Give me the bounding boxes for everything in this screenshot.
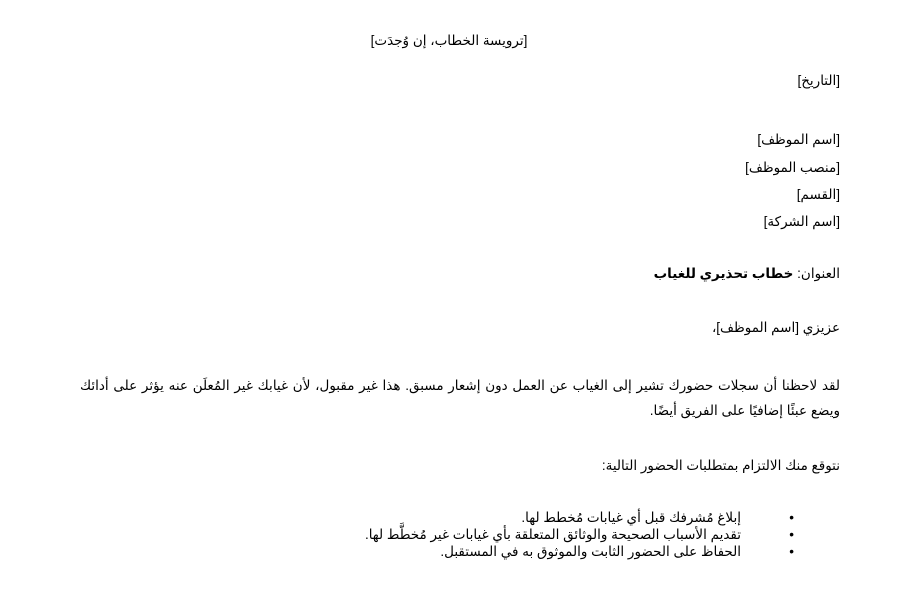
subject-value: خطاب تحذيري للغياب	[653, 266, 794, 281]
recipient-company: [اسم الشركة]	[763, 214, 840, 229]
recipient-name: [اسم الموظف]	[757, 132, 840, 147]
requirement-text: إبلاغ مُشرفك قبل أي غيابات مُخطط لها.	[521, 510, 741, 525]
letterhead-placeholder: [ترويسة الخطاب، إن وُجدَت]	[370, 33, 528, 48]
requirement-text: الحفاظ على الحضور الثابت والموثوق به في المستقبل.	[440, 544, 741, 559]
subject-label: العنوان:	[797, 266, 840, 281]
recipient-position: [منصب الموظف]	[745, 160, 840, 175]
list-item	[365, 509, 794, 526]
subject-line	[654, 265, 840, 283]
list-item	[365, 543, 794, 560]
recipient-department: [القسم]	[796, 187, 840, 202]
salutation: عزيزي [اسم الموظف]،	[711, 320, 840, 335]
bullet-icon: •	[789, 510, 794, 525]
requirements-list	[365, 509, 794, 560]
expectations-intro: نتوقع منك الالتزام بمتطلبات الحضور التالية:	[601, 458, 840, 473]
bullet-icon: •	[789, 527, 794, 542]
date-placeholder: [التاريخ]	[797, 73, 840, 88]
bullet-icon: •	[789, 544, 794, 559]
body-paragraph: لقد لاحظنا أن سجلات حضورك تشير إلى الغياب عن العمل دون إشعار مسبق. هذا غير مقبول، لأن غيابك غير المُعلَن عنه يؤثر على أدائك ويضع عبئًا إضافيًا على الفريق أيضًا.	[80, 378, 840, 418]
requirement-text: تقديم الأسباب الصحيحة والوثائق المتعلقة بأي غيابات غير مُخطَّط لها.	[364, 527, 741, 542]
list-item	[365, 526, 794, 543]
